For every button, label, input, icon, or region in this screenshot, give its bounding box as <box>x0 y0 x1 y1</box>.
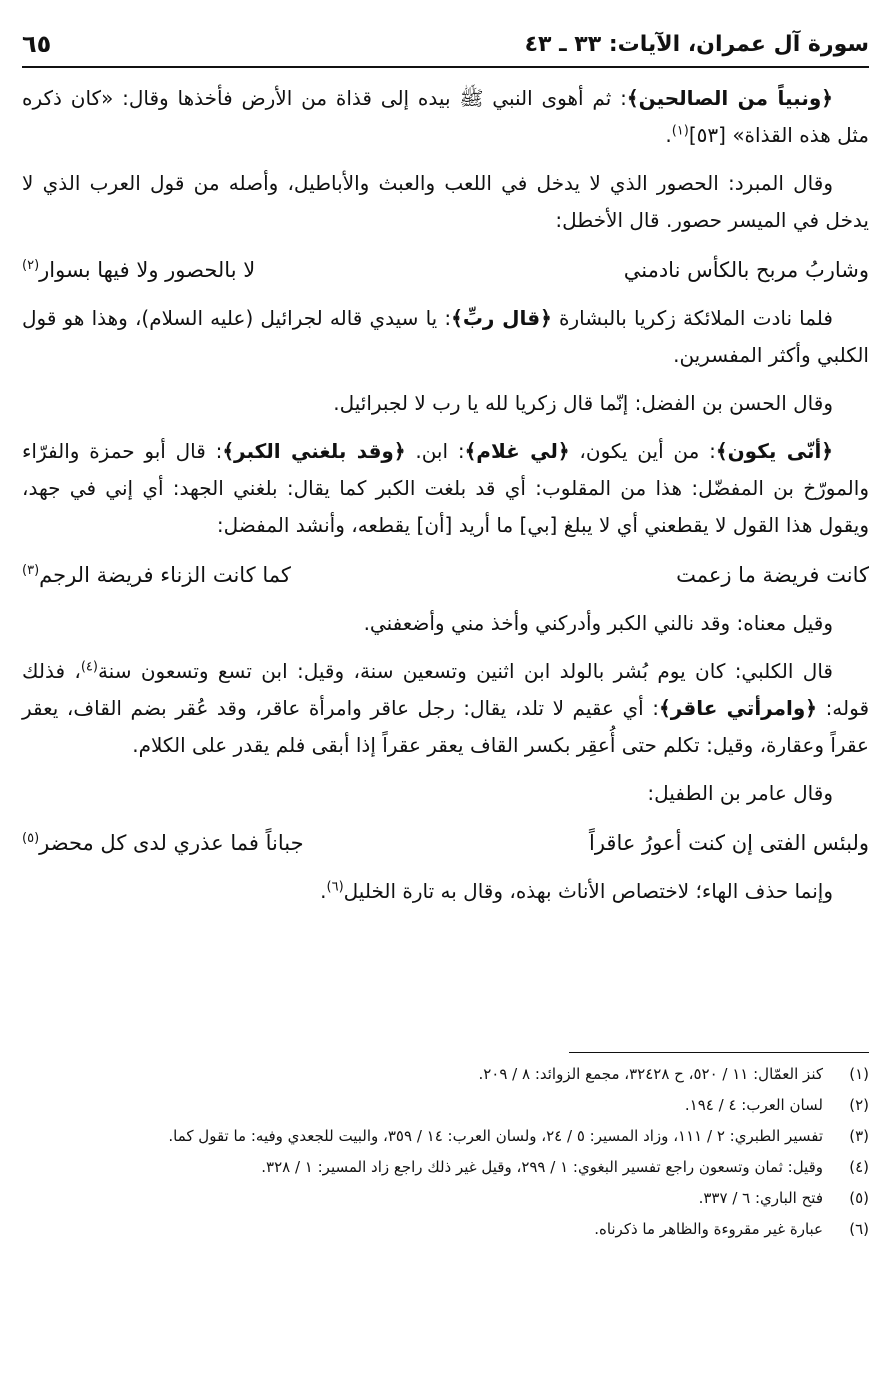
footnotes <box>22 1062 869 1248</box>
paragraph-text: فلما نادت الملائكة زكريا بالبشارة <box>559 306 833 330</box>
footnote-ref[interactable]: (٤) <box>80 659 98 675</box>
verse-text: ولبئس الفتى إن كنت أعورُ عاقراً <box>588 831 869 855</box>
footnote-1 <box>22 1062 869 1087</box>
paragraph-7 <box>22 653 869 764</box>
footnote-2 <box>22 1093 869 1118</box>
paragraph-3 <box>22 300 869 374</box>
paragraph-text: : من أين يكون، <box>579 439 716 463</box>
verse-text: كانت فريضة ما زعمت <box>676 563 869 587</box>
quran-quote: ﴿لي غلام﴾ <box>464 439 570 463</box>
paragraph-end: . <box>665 123 672 147</box>
quran-quote: ﴿وامرأتي عاقر﴾ <box>658 696 817 720</box>
page-header <box>22 22 869 68</box>
paragraph-text: : أي عقيم لا تلد، يقال: رجل عاقر وامرأة عاقر، وقد عُقر بضم القاف، يعقر عقراً وعقارة، وقيل: تكلم حتى أُعقِر بكسر القاف يعقر عقراً إذا أبقى فلم يقدر على الكلام. <box>22 696 869 757</box>
footnote-ref[interactable]: (١) <box>671 123 689 139</box>
verse-first-hemistich <box>676 555 869 595</box>
paragraph-1 <box>22 80 869 154</box>
footnote-number: (٢) <box>849 1096 869 1114</box>
footnote-ref[interactable]: (٣) <box>22 563 40 578</box>
verse-text: لا بالحصور ولا فيها بسوار <box>39 258 256 282</box>
footnote-number: (٤) <box>849 1158 869 1176</box>
footnote-4 <box>22 1155 869 1180</box>
footnote-text: عبارة غير مقروءة والظاهر ما ذكرناه. <box>594 1220 823 1238</box>
paragraph-2: وقال المبرد: الحصور الذي لا يدخل في اللعب والعبث والأباطيل، وأصله من قول العرب الذي لا يدخل في الميسر حصور. قال الأخطل: <box>22 171 869 232</box>
footnote-number: (٦) <box>849 1220 869 1238</box>
footnote-6 <box>22 1217 869 1242</box>
footnote-text: وقيل: ثمان وتسعون راجع تفسير البغوي: ١ / ٢٩٩، وقيل غير ذلك راجع زاد المسير: ١ / ٣٢٨. <box>261 1158 823 1176</box>
paragraph-text: ، فذلك قوله: <box>22 659 870 720</box>
paragraph-text: : يا سيدي قاله لجرائيل (عليه السلام)، وهذا هو قول الكلبي وأكثر المفسرين. <box>22 306 869 367</box>
verse-text: جباناً فما عذري لدى كل محضر <box>39 831 304 855</box>
paragraph-9 <box>22 873 869 910</box>
main-text <box>22 80 869 921</box>
paragraph-8: وقال عامر بن الطفيل: <box>647 781 833 805</box>
paragraph-text: قال الكلبي: كان يوم بُشر بالولد ابن اثنين وتسعين سنة، وقيل: ابن تسع وتسعون سنة <box>97 659 833 683</box>
footnote-separator <box>569 1052 869 1053</box>
verse-text: وشاربُ مربح بالكأس نادمني <box>623 258 869 282</box>
verse-text: كما كانت الزناء فريضة الرجم <box>39 563 291 587</box>
quran-quote: ﴿قال ربِّ﴾ <box>451 306 552 330</box>
footnote-5 <box>22 1186 869 1211</box>
page-number: ٦٥ <box>22 30 52 58</box>
paragraph-text: وإنما حذف الهاء؛ لاختصاص الأناث بهذه، وقال به تارة الخليل <box>343 879 833 903</box>
footnote-text: فتح الباري: ٦ / ٣٣٧. <box>698 1189 823 1207</box>
footnote-text: كنز العمّال: ١١ / ٥٢٠، ح ٣٢٤٢٨، مجمع الزوائد: ٨ / ٢٠٩. <box>478 1065 823 1083</box>
quran-quote: ﴿وقد بلغني الكبر﴾ <box>222 439 406 463</box>
verse-second-hemistich <box>22 555 291 595</box>
footnote-text: تفسير الطبري: ٢ / ١١١، وزاد المسير: ٥ / ٢٤، ولسان العرب: ١٤ / ٣٥٩، والبيت للجعدي وفيه: ما تقول كما. <box>168 1127 823 1145</box>
verse-second-hemistich <box>22 250 255 290</box>
verse-first-hemistich <box>624 250 869 290</box>
running-title: سورة آل عمران، الآيات: ٣٣ ـ ٤٣ <box>524 31 869 57</box>
footnote-number: (١) <box>849 1065 869 1083</box>
footnote-text: لسان العرب: ٤ / ١٩٤. <box>684 1096 823 1114</box>
poem-verse-1 <box>22 250 869 290</box>
verse-second-hemistich <box>22 823 304 863</box>
footnote-number: (٣) <box>849 1127 869 1145</box>
poem-verse-2 <box>22 555 869 595</box>
footnote-number: (٥) <box>849 1189 869 1207</box>
paragraph-6: وقيل معناه: وقد نالني الكبر وأدركني وأخذ مني وأضعفني. <box>363 611 833 635</box>
paragraph-end: . <box>320 879 327 903</box>
paragraph-text: : ابن. <box>415 439 465 463</box>
footnote-3 <box>22 1124 869 1149</box>
footnote-ref[interactable]: (٦) <box>326 879 344 895</box>
quran-quote: ﴿ونبياً من الصالحين﴾ <box>626 86 833 110</box>
paragraph-text: : ثم أهوى النبي ﷺ بيده إلى قذاة من الأرض فأخذها وقال: «كان ذكره مثل هذه القذاة» [٥٣] <box>22 86 869 147</box>
verse-first-hemistich <box>589 823 869 863</box>
footnote-ref[interactable]: (٥) <box>22 831 40 846</box>
quran-quote: ﴿أنّى يكون﴾ <box>715 439 834 463</box>
paragraph-4: وقال الحسن بن الفضل: إنّما قال زكريا لله يا رب لا لجبرائيل. <box>333 391 833 415</box>
paragraph-text: : قال أبو حمزة والفرّاء والمورّخ بن المفضّل: هذا من المقلوب: أي قد بلغت الكبر كما يقال: بلغني الجهد: أي إني في جهد، ويقول هذا القول لا يقطعني أي لا يبلغ [بي] ما أريد [أن] يقطعه، وأنشد المفضل: <box>22 439 869 537</box>
footnote-ref[interactable]: (٢) <box>22 258 40 273</box>
paragraph-5 <box>22 433 869 544</box>
poem-verse-3 <box>22 823 869 863</box>
